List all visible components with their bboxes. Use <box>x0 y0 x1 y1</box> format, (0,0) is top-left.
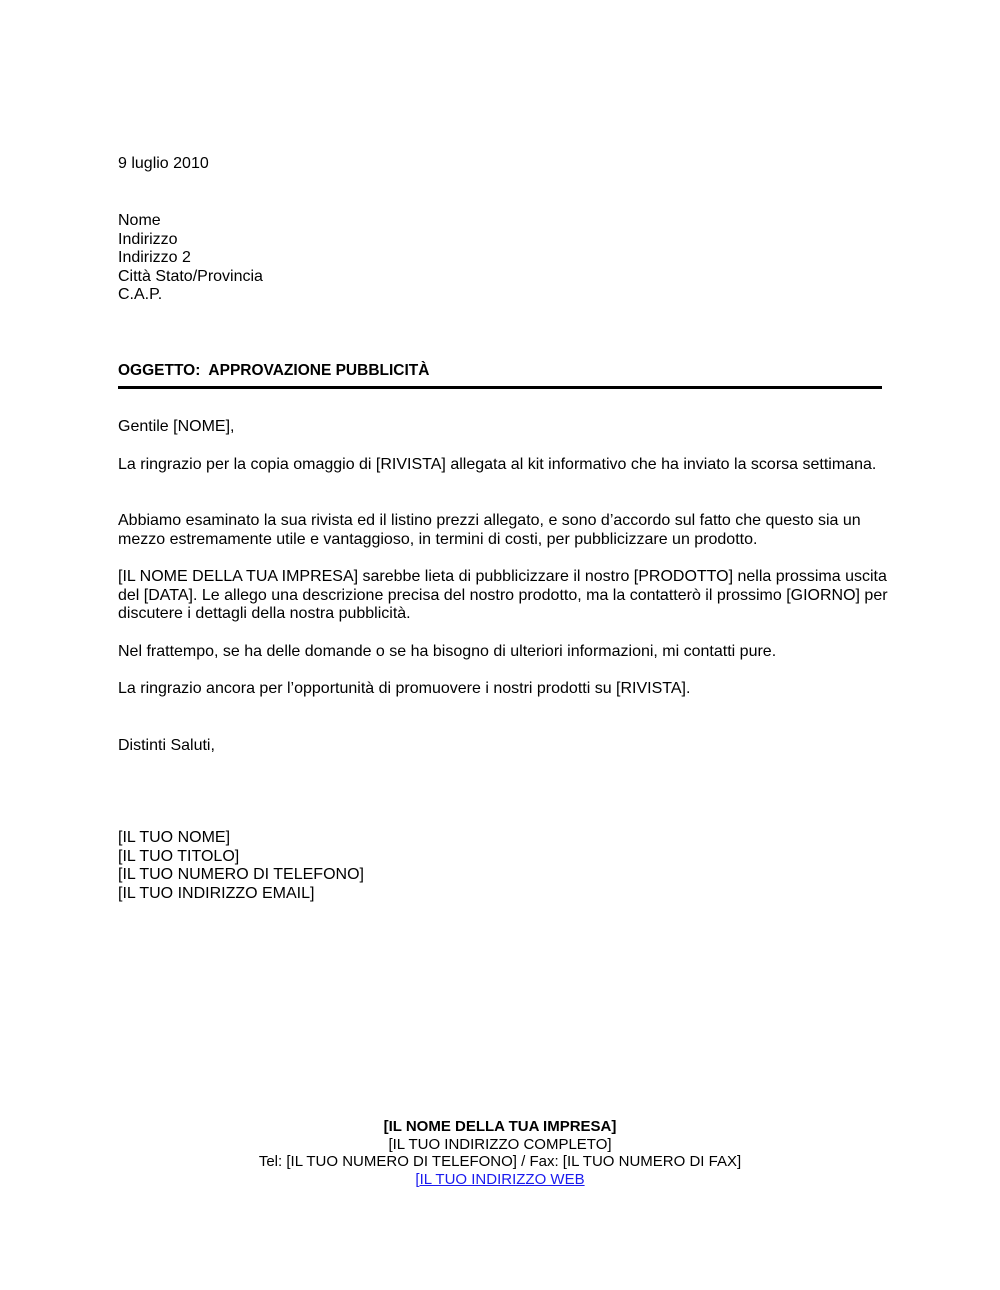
recipient-address-1: Indirizzo <box>118 230 178 248</box>
signature-email: [IL TUO INDIRIZZO EMAIL] <box>118 884 315 902</box>
body-paragraph: La ringrazio ancora per l’opportunità di promuovere i nostri prodotti su [RIVISTA]. <box>118 680 691 697</box>
recipient-address-2: Indirizzo 2 <box>118 249 191 266</box>
signature-title: [IL TUO TITOLO] <box>118 847 240 865</box>
recipient-city-state: Città Stato/Provincia <box>118 267 263 285</box>
body-paragraph: Abbiamo esaminato la sua rivista ed il listino prezzi allegato, e sono d’accordo sul fatto che questo sia un mezzo estremamente utile e vantaggioso, in termini di costi, per pubblicizzare un prodotto. <box>118 512 861 548</box>
footer-web-link[interactable]: [IL TUO INDIRIZZO WEB <box>415 1170 585 1188</box>
letterhead-footer <box>0 1118 1000 1188</box>
signature-phone: [IL TUO NUMERO DI TELEFONO] <box>118 866 364 883</box>
letter-date: 9 luglio 2010 <box>118 155 209 172</box>
body-paragraph: Nel frattempo, se ha delle domande o se ha bisogno di ulteriori informazioni, mi contatti pure. <box>118 643 777 660</box>
recipient-name: Nome <box>118 212 161 229</box>
subject-line: OGGETTO: APPROVAZIONE PUBBLICITÀ <box>118 362 430 379</box>
signature-block <box>118 829 364 903</box>
greeting: Gentile [NOME], <box>118 418 235 435</box>
body-paragraph: La ringrazio per la copia omaggio di [RIVISTA] allegata al kit informativo che ha inviato la scorsa settimana. <box>118 456 877 473</box>
recipient-address-block <box>118 212 263 305</box>
footer-contact: Tel: [IL TUO NUMERO DI TELEFONO] / Fax: [IL TUO NUMERO DI FAX] <box>258 1153 742 1170</box>
recipient-postal-code: C.A.P. <box>118 286 163 303</box>
signature-name: [IL TUO NOME] <box>118 829 231 846</box>
body-paragraph: [IL NOME DELLA TUA IMPRESA] sarebbe lieta di pubblicizzare il nostro [PRODOTTO] nella prossima uscita del [DATA]. Le allego una descrizione precisa del nostro prodotto, ma la contatterò il prossimo [GIORNO] per discutere i dettagli della nostra pubblicità. <box>118 568 888 622</box>
footer-company-name: [IL NOME DELLA TUA IMPRESA] <box>383 1118 617 1135</box>
footer-address: [IL TUO INDIRIZZO COMPLETO] <box>388 1135 612 1153</box>
closing: Distinti Saluti, <box>118 737 215 754</box>
subject-divider <box>118 386 882 389</box>
